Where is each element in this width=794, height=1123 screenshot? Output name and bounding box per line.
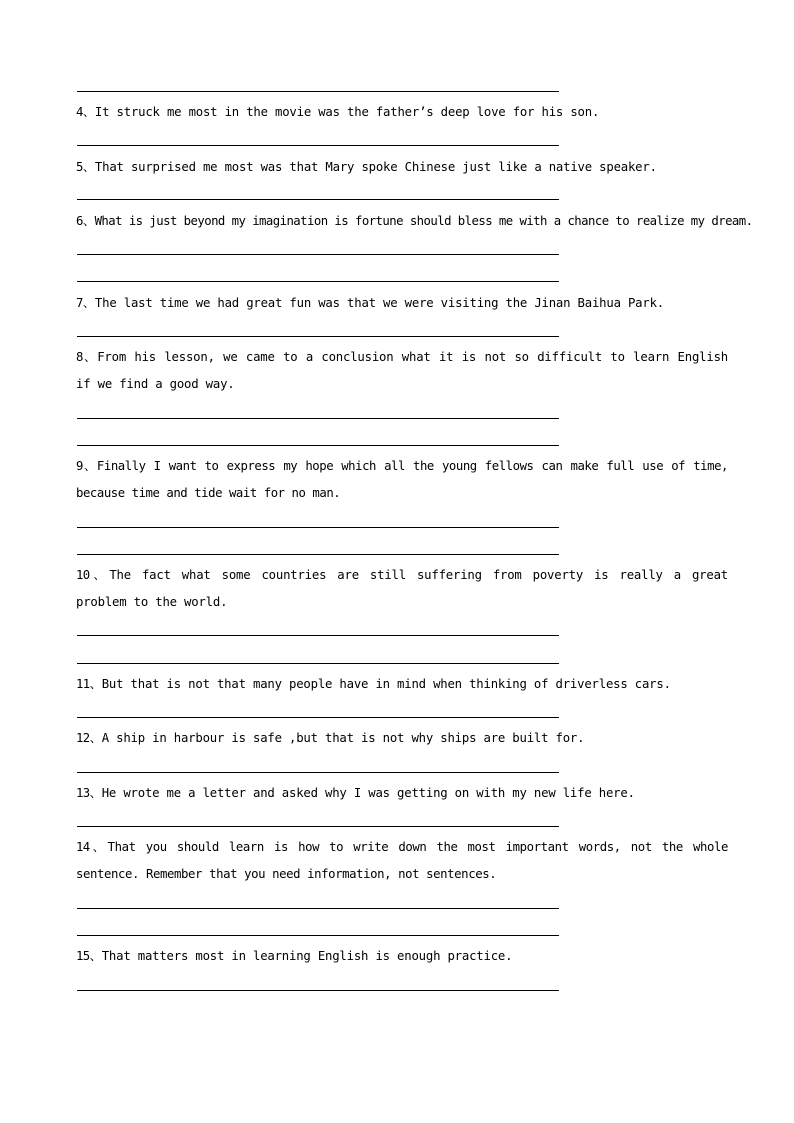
answer-line[interactable] bbox=[77, 527, 559, 528]
question-9 bbox=[76, 453, 728, 507]
answer-line[interactable] bbox=[77, 91, 559, 92]
enum-separator: 、 bbox=[89, 786, 102, 800]
enum-separator: 、 bbox=[89, 840, 108, 854]
question-15 bbox=[76, 943, 728, 970]
question-number: 10 bbox=[76, 568, 90, 582]
answer-line[interactable] bbox=[77, 418, 559, 419]
enum-separator: 、 bbox=[82, 350, 98, 364]
question-4 bbox=[76, 99, 728, 126]
question-number: 13 bbox=[76, 786, 90, 800]
question-text: The fact what some countries are still suffering from poverty is really a great problem to the world. bbox=[76, 568, 728, 609]
answer-line[interactable] bbox=[77, 145, 559, 146]
enum-separator: 、 bbox=[89, 568, 110, 582]
answer-line[interactable] bbox=[77, 663, 559, 664]
answer-line[interactable] bbox=[77, 908, 559, 909]
answer-line[interactable] bbox=[77, 772, 559, 773]
question-number: 12 bbox=[76, 731, 90, 745]
question-text: From his lesson, we came to a conclusion what it is not so difficult to learn English if we find a good way. bbox=[76, 350, 728, 391]
question-number: 7 bbox=[76, 296, 83, 310]
question-number: 8 bbox=[76, 350, 83, 364]
question-7 bbox=[76, 290, 728, 317]
question-number: 6 bbox=[76, 214, 83, 228]
question-text: It struck me most in the movie was the father’s deep love for his son. bbox=[94, 105, 600, 119]
enum-separator: 、 bbox=[89, 949, 102, 963]
question-text: That you should learn is how to write down the most important words, not the whole sentence. Remember that you need information, not sentences. bbox=[76, 840, 728, 881]
question-text: He wrote me a letter and asked why I was getting on with my new life here. bbox=[101, 786, 635, 800]
question-8 bbox=[76, 344, 728, 398]
question-text: What is just beyond my imagination is fortune should bless me with a chance to realize my dream. bbox=[94, 214, 753, 228]
answer-line[interactable] bbox=[77, 199, 559, 200]
answer-line[interactable] bbox=[77, 717, 559, 718]
question-text: But that is not that many people have in mind when thinking of driverless cars. bbox=[101, 677, 671, 691]
answer-line[interactable] bbox=[77, 635, 559, 636]
answer-line[interactable] bbox=[77, 445, 559, 446]
enum-separator: 、 bbox=[82, 459, 97, 473]
question-14 bbox=[76, 834, 728, 888]
question-number: 5 bbox=[76, 160, 83, 174]
question-number: 11 bbox=[76, 677, 90, 691]
question-6 bbox=[76, 208, 753, 235]
question-number: 15 bbox=[76, 949, 90, 963]
answer-line[interactable] bbox=[77, 990, 559, 991]
question-13 bbox=[76, 780, 728, 807]
enum-separator: 、 bbox=[82, 296, 95, 310]
answer-line[interactable] bbox=[77, 826, 559, 827]
question-text: That surprised me most was that Mary spoke Chinese just like a native speaker. bbox=[94, 160, 657, 174]
answer-line[interactable] bbox=[77, 336, 559, 337]
answer-line[interactable] bbox=[77, 254, 559, 255]
question-text: The last time we had great fun was that we were visiting the Jinan Baihua Park. bbox=[94, 296, 664, 310]
question-number: 4 bbox=[76, 105, 83, 119]
answer-line[interactable] bbox=[77, 935, 559, 936]
question-11 bbox=[76, 671, 728, 698]
question-text: That matters most in learning English is enough practice. bbox=[101, 949, 513, 963]
answer-line[interactable] bbox=[77, 281, 559, 282]
enum-separator: 、 bbox=[82, 214, 95, 228]
enum-separator: 、 bbox=[89, 677, 102, 691]
question-number: 14 bbox=[76, 840, 90, 854]
question-text: A ship in harbour is safe ,but that is not why ships are built for. bbox=[101, 731, 585, 745]
question-10 bbox=[76, 562, 728, 616]
enum-separator: 、 bbox=[89, 731, 102, 745]
question-number: 9 bbox=[76, 459, 83, 473]
question-5 bbox=[76, 154, 728, 181]
enum-separator: 、 bbox=[82, 105, 95, 119]
enum-separator: 、 bbox=[82, 160, 95, 174]
answer-line[interactable] bbox=[77, 554, 559, 555]
question-text: Finally I want to express my hope which all the young fellows can make full use of time, because time and tide wait for no man. bbox=[76, 459, 728, 500]
question-12 bbox=[76, 725, 728, 752]
